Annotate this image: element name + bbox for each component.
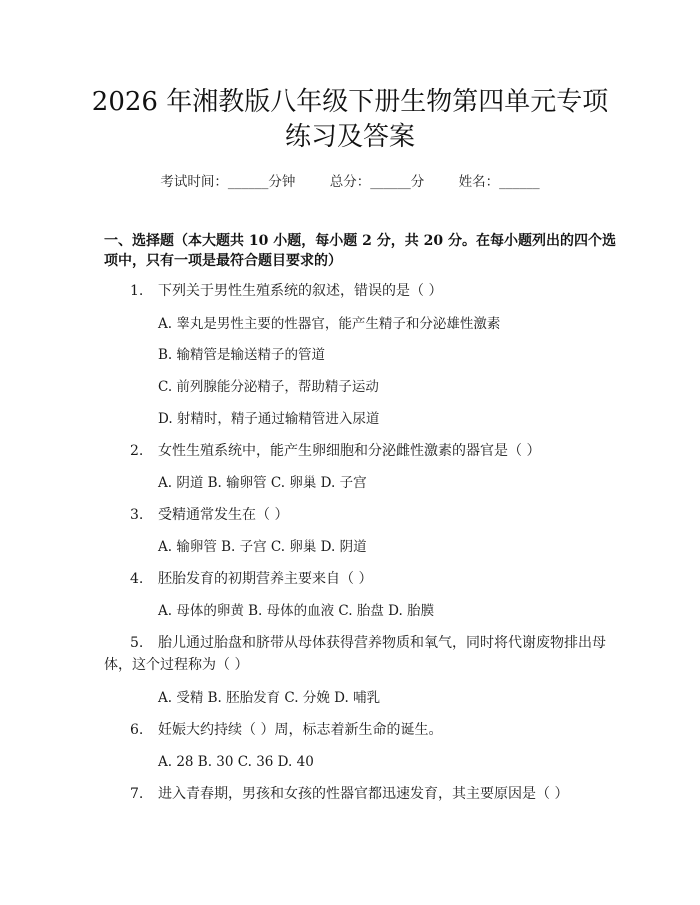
question-6 bbox=[130, 719, 442, 741]
question-2 bbox=[130, 440, 540, 462]
question-1 bbox=[130, 280, 442, 302]
question-6-options: A. 28 B. 30 C. 36 D. 40 bbox=[158, 754, 314, 770]
question-number: 4. bbox=[130, 571, 144, 587]
section-heading-line-1: 一、选择题（本大题共 10 小题，每小题 2 分，共 20 分。在每小题列出的四个选 bbox=[104, 233, 616, 249]
question-number: 2. bbox=[130, 443, 144, 459]
question-text: 妊娠大约持续（ ）周，标志着新生命的诞生。 bbox=[158, 722, 443, 738]
document-title-line-1: 2026 年湘教版八年级下册生物第四单元专项 bbox=[91, 87, 609, 117]
student-name: 姓名：______ bbox=[458, 174, 540, 190]
question-2-options: A. 阴道 B. 输卵管 C. 卵巢 D. 子宫 bbox=[158, 475, 367, 491]
question-number: 1. bbox=[130, 283, 144, 299]
question-number: 5. bbox=[130, 635, 144, 651]
question-text-line-1: 胎儿通过胎盘和脐带从母体获得营养物质和氧气，同时将代谢废物排出母 bbox=[158, 635, 606, 651]
question-4-options: A. 母体的卵黄 B. 母体的血液 C. 胎盘 D. 胎膜 bbox=[158, 603, 435, 619]
question-1-option-c: C. 前列腺能分泌精子，帮助精子运动 bbox=[158, 379, 379, 395]
question-number: 6. bbox=[130, 722, 144, 738]
question-text: 受精通常发生在（ ） bbox=[158, 507, 289, 523]
question-1-option-d: D. 射精时，精子通过输精管进入尿道 bbox=[158, 411, 380, 427]
question-5-text-line-2: 体，这个过程称为（ ） bbox=[104, 657, 249, 673]
question-text: 女性生殖系统中，能产生卵细胞和分泌雌性激素的器官是（ ） bbox=[158, 443, 541, 459]
exam-score: 总分：______分 bbox=[329, 174, 425, 190]
question-text: 下列关于男性生殖系统的叙述，错误的是（ ） bbox=[158, 283, 443, 299]
question-4 bbox=[130, 568, 372, 590]
question-text: 进入青春期，男孩和女孩的性器官都迅速发育，其主要原因是（ ） bbox=[158, 786, 569, 802]
question-1-option-b: B. 输精管是输送精子的管道 bbox=[158, 347, 326, 363]
question-3 bbox=[130, 504, 288, 526]
question-number: 7. bbox=[130, 786, 144, 802]
question-5 bbox=[130, 632, 606, 654]
question-3-options: A. 输卵管 B. 子宫 C. 卵巢 D. 阴道 bbox=[158, 539, 367, 555]
document-title-line-2: 练习及答案 bbox=[284, 122, 415, 152]
exam-time: 考试时间：______分钟 bbox=[160, 174, 296, 190]
question-7 bbox=[130, 783, 568, 805]
question-text: 胚胎发育的初期营养主要来自（ ） bbox=[158, 571, 373, 587]
section-heading-line-2: 项中，只有一项是最符合题目要求的） bbox=[104, 253, 342, 269]
exam-info bbox=[0, 170, 700, 190]
question-5-options: A. 受精 B. 胚胎发育 C. 分娩 D. 哺乳 bbox=[158, 690, 381, 706]
question-1-option-a: A. 睾丸是男性主要的性器官，能产生精子和分泌雄性激素 bbox=[158, 316, 501, 332]
question-number: 3. bbox=[130, 507, 144, 523]
